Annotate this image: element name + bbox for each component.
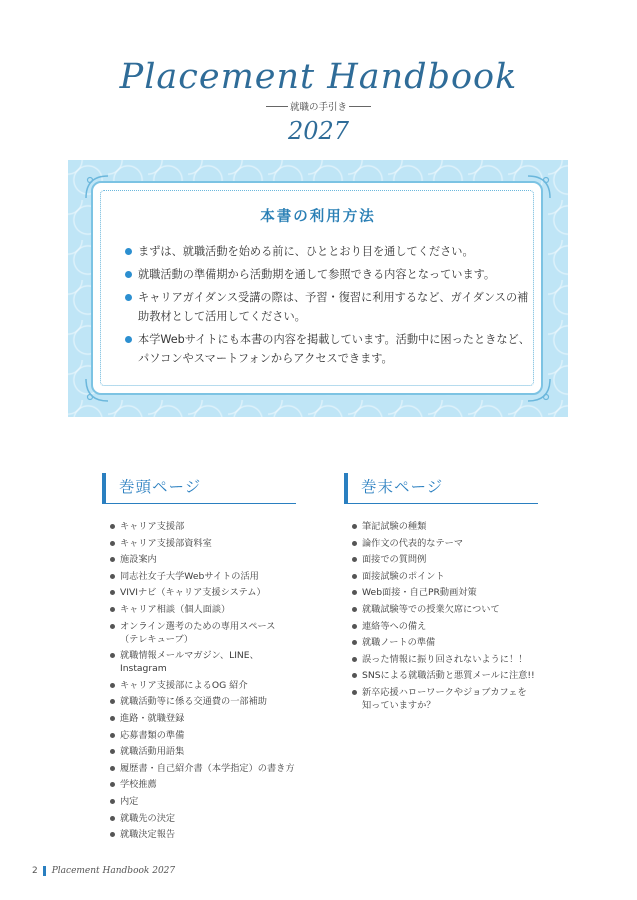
handbook-title: Placement Handbook bbox=[119, 57, 518, 97]
subtitle-text: 就職の手引き bbox=[289, 102, 347, 113]
back-pages-heading-text: 巻末ページ bbox=[361, 478, 444, 496]
page-footer bbox=[32, 864, 175, 878]
list-item: 進路・就職登録 bbox=[110, 712, 302, 725]
subtitle-rule-right bbox=[349, 106, 371, 107]
front-pages-heading bbox=[102, 473, 296, 504]
list-item: 誤った情報に振り回されないように！！ bbox=[352, 653, 544, 666]
list-item: 就職活動用語集 bbox=[110, 745, 302, 758]
list-item: 履歴書・自己紹介書（本学指定）の書き方 bbox=[110, 762, 302, 775]
footer-divider bbox=[43, 866, 46, 876]
back-pages-list bbox=[352, 520, 544, 712]
back-pages-section bbox=[344, 473, 544, 716]
list-item: 筆記試験の種類 bbox=[352, 520, 544, 533]
handbook-year: 2027 bbox=[287, 117, 350, 145]
footer-title: Placement Handbook 2027 bbox=[51, 866, 176, 876]
list-item: SNSによる就職活動と悪質メールに注意!! bbox=[352, 669, 544, 682]
list-item: 新卒応援ハローワークやジョブカフェを 知っていますか？ bbox=[352, 686, 544, 712]
list-item: キャリア相談（個人面談） bbox=[110, 603, 302, 616]
corner-ornament-bottom-right-icon bbox=[524, 375, 554, 405]
corner-ornament-top-right-icon bbox=[524, 172, 554, 202]
list-item: オンライン選考のための専用スペース （テレキューブ） bbox=[110, 620, 302, 646]
subtitle-rule-left bbox=[266, 106, 288, 107]
list-item: 論作文の代表的なテーマ bbox=[352, 537, 544, 550]
list-item: 面接試験のポイント bbox=[352, 570, 544, 583]
usage-item: キャリアガイダンス受講の際は、予習・復習に利用するなど、ガイダンスの補助教材として活用してください。 bbox=[125, 288, 535, 326]
list-item: 同志社女子大学Webサイトの活用 bbox=[110, 570, 302, 583]
front-pages-section bbox=[102, 473, 302, 845]
list-item: キャリア支援部 bbox=[110, 520, 302, 533]
list-item: 応募書類の準備 bbox=[110, 729, 302, 742]
list-item: 就職試験等での授業欠席について bbox=[352, 603, 544, 616]
usage-item: 本学Webサイトにも本書の内容を掲載しています。活動中に困ったときなど、パソコンやスマートフォンからアクセスできます。 bbox=[125, 330, 535, 368]
usage-list bbox=[125, 242, 535, 372]
list-item: 就職ノートの準備 bbox=[352, 636, 544, 649]
list-item: キャリア支援部資料室 bbox=[110, 537, 302, 550]
handbook-subtitle bbox=[0, 98, 637, 114]
corner-ornament-top-left-icon bbox=[82, 172, 112, 202]
back-pages-heading bbox=[344, 473, 538, 504]
usage-heading: 本書の利用方法 bbox=[260, 209, 376, 225]
usage-panel bbox=[68, 160, 568, 417]
usage-item: まずは、就職活動を始める前に、ひととおり目を通してください。 bbox=[125, 242, 535, 261]
list-item: 内定 bbox=[110, 795, 302, 808]
usage-item: 就職活動の準備期から活動期を通して参照できる内容となっています。 bbox=[125, 265, 535, 284]
list-item: 就職活動等に係る交通費の一部補助 bbox=[110, 695, 302, 708]
corner-ornament-bottom-left-icon bbox=[82, 375, 112, 405]
list-item: 面接での質問例 bbox=[352, 553, 544, 566]
list-item: VIVIナビ（キャリア支援システム） bbox=[110, 586, 302, 599]
list-item: 学校推薦 bbox=[110, 778, 302, 791]
list-item: 連絡等への備え bbox=[352, 620, 544, 633]
list-item: 就職情報メールマガジン、LINE、Instagram bbox=[110, 649, 302, 675]
front-pages-heading-text: 巻頭ページ bbox=[119, 478, 202, 496]
list-item: キャリア支援部によるOG 紹介 bbox=[110, 679, 302, 692]
list-item: Web面接・自己PR動画対策 bbox=[352, 586, 544, 599]
front-pages-list bbox=[110, 520, 302, 841]
list-item: 就職決定報告 bbox=[110, 828, 302, 841]
list-item: 就職先の決定 bbox=[110, 812, 302, 825]
list-item: 施設案内 bbox=[110, 553, 302, 566]
page-number: 2 bbox=[32, 866, 38, 876]
